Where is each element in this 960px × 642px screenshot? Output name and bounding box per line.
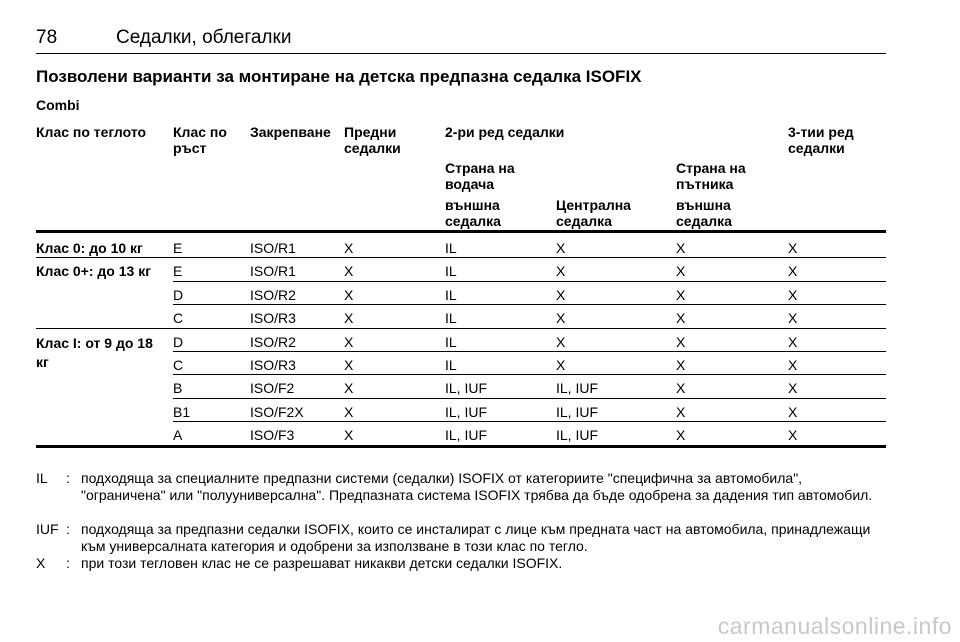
table-cell: X [556, 240, 566, 256]
table-cell: D [173, 286, 184, 303]
table-cell: IL [445, 240, 457, 256]
table-cell: X [676, 403, 686, 420]
header-outer-seat-passenger: външна седалка [676, 197, 732, 229]
table-cell: X [556, 286, 566, 303]
note-text: при този тегловен клас не се разрешават никакви детски седалки ISOFIX. [81, 555, 563, 571]
row-divider [173, 281, 886, 282]
table-cell: X [788, 263, 798, 280]
table-cell: IL, IUF [445, 427, 488, 444]
page-title: Седалки, облегалки [116, 27, 292, 48]
header-outer-seat-driver: външна седалка [445, 197, 501, 229]
table-cell: C [173, 357, 184, 373]
row-divider [173, 374, 886, 375]
table-cell: IL [445, 286, 457, 303]
table-header-divider [36, 230, 886, 233]
table-cell: X [788, 240, 798, 256]
page-header [36, 27, 886, 54]
table-cell: IL, IUF [445, 380, 488, 397]
table-cell: X [676, 286, 686, 303]
table-cell: D [173, 333, 184, 350]
table-cell: ISO/R3 [250, 310, 296, 327]
table-cell: E [173, 263, 183, 280]
table-cell: X [344, 310, 354, 327]
table-cell: X [676, 310, 686, 327]
table-bottom-border [36, 445, 886, 448]
note-text: подходяща за специалните предпазни системи (седалки) ISOFIX от категориите "специфична за автомобила", "ограничена" или "полууниверсална". Предпазната система ISOFIX трябва да бъде одобрена за дадения тип автомобил. [81, 470, 873, 503]
table-cell: X [556, 357, 566, 373]
row-divider [173, 351, 886, 352]
table-cell: X [344, 286, 354, 303]
weight-group-label: Клас 0+: до 13 кг [36, 263, 152, 280]
note-key: IUF [36, 521, 59, 537]
row-divider [173, 304, 886, 305]
watermark: carmanualsonline.info [717, 613, 952, 639]
table-cell: IL [445, 333, 457, 350]
table-cell: X [788, 333, 798, 350]
table-cell: X [676, 263, 686, 280]
header-weight-class: Клас по теглото [36, 124, 147, 140]
row-divider [173, 421, 886, 422]
table-cell: E [173, 240, 183, 256]
header-center-seat: Централна седалка [556, 197, 631, 229]
table-cell: ISO/R2 [250, 286, 296, 303]
table-cell: X [788, 357, 798, 373]
table-cell: B [173, 380, 183, 397]
table-cell: IL [445, 310, 457, 327]
table-cell: C [173, 310, 184, 327]
table-cell: X [344, 403, 354, 420]
header-driver-side: Страна на водача [445, 160, 515, 192]
table-cell: A [173, 427, 183, 444]
page-number: 78 [36, 27, 58, 48]
table-cell: X [788, 403, 798, 420]
header-fixture: Закрепване [250, 124, 331, 140]
note-separator: : [66, 555, 70, 571]
note-separator: : [66, 470, 70, 486]
row-divider [173, 398, 886, 399]
weight-group-label: Клас 0: до 10 кг [36, 240, 143, 256]
header-third-row: 3-тии ред седалки [788, 124, 854, 156]
table-cell: ISO/F2X [250, 403, 304, 420]
note-key: X [36, 555, 46, 571]
note-separator: : [66, 521, 70, 537]
section-heading: Позволени варианти за монтиране на детска предпазна седалка ISOFIX [36, 67, 642, 86]
table-cell: X [344, 333, 354, 350]
header-passenger-side: Страна на пътника [676, 160, 746, 192]
note-key: IL [36, 470, 48, 486]
table-cell: X [788, 427, 798, 444]
table-cell: X [344, 240, 354, 256]
table-cell: X [676, 240, 686, 256]
table-cell: X [344, 357, 354, 373]
table-cell: B1 [173, 403, 191, 420]
table-cell: ISO/R2 [250, 333, 296, 350]
table-cell: IL, IUF [445, 403, 488, 420]
table-cell: X [676, 333, 686, 350]
table-cell: IL, IUF [556, 403, 599, 420]
table-cell: ISO/R1 [250, 263, 296, 280]
weight-group-label: Клас I: от 9 до 18 кг [36, 334, 153, 370]
table-cell: X [556, 310, 566, 327]
table-cell: X [344, 380, 354, 397]
table-cell: X [676, 427, 686, 444]
table-cell: X [788, 310, 798, 327]
table-cell: X [556, 263, 566, 280]
table-cell: IL [445, 357, 457, 373]
table-cell: ISO/R1 [250, 240, 296, 256]
header-front-seats: Предни седалки [344, 124, 401, 156]
table-cell: ISO/F2 [250, 380, 295, 397]
table-cell: IL, IUF [556, 427, 599, 444]
table-cell: X [676, 357, 686, 373]
table-cell: X [788, 380, 798, 397]
body-type-label: Combi [36, 97, 80, 113]
table-cell: X [676, 380, 686, 397]
table-cell: IL [445, 263, 457, 280]
header-second-row: 2-ри ред седалки [445, 124, 565, 140]
table-cell: X [556, 333, 566, 350]
table-cell: ISO/R3 [250, 357, 296, 373]
note-text: подходяща за предпазни седалки ISOFIX, които се инсталират с лице към предната част на автомобила, принадлежащи към универсалната категория и одобрени за използване в този клас по тегло. [81, 521, 871, 554]
table-cell: X [344, 263, 354, 280]
row-divider [36, 257, 886, 258]
header-size-class: Клас по ръст [173, 124, 227, 156]
row-divider [36, 328, 886, 329]
table-cell: IL, IUF [556, 380, 599, 397]
table-cell: X [344, 427, 354, 444]
table-cell: ISO/F3 [250, 427, 295, 444]
table-cell: X [788, 286, 798, 303]
